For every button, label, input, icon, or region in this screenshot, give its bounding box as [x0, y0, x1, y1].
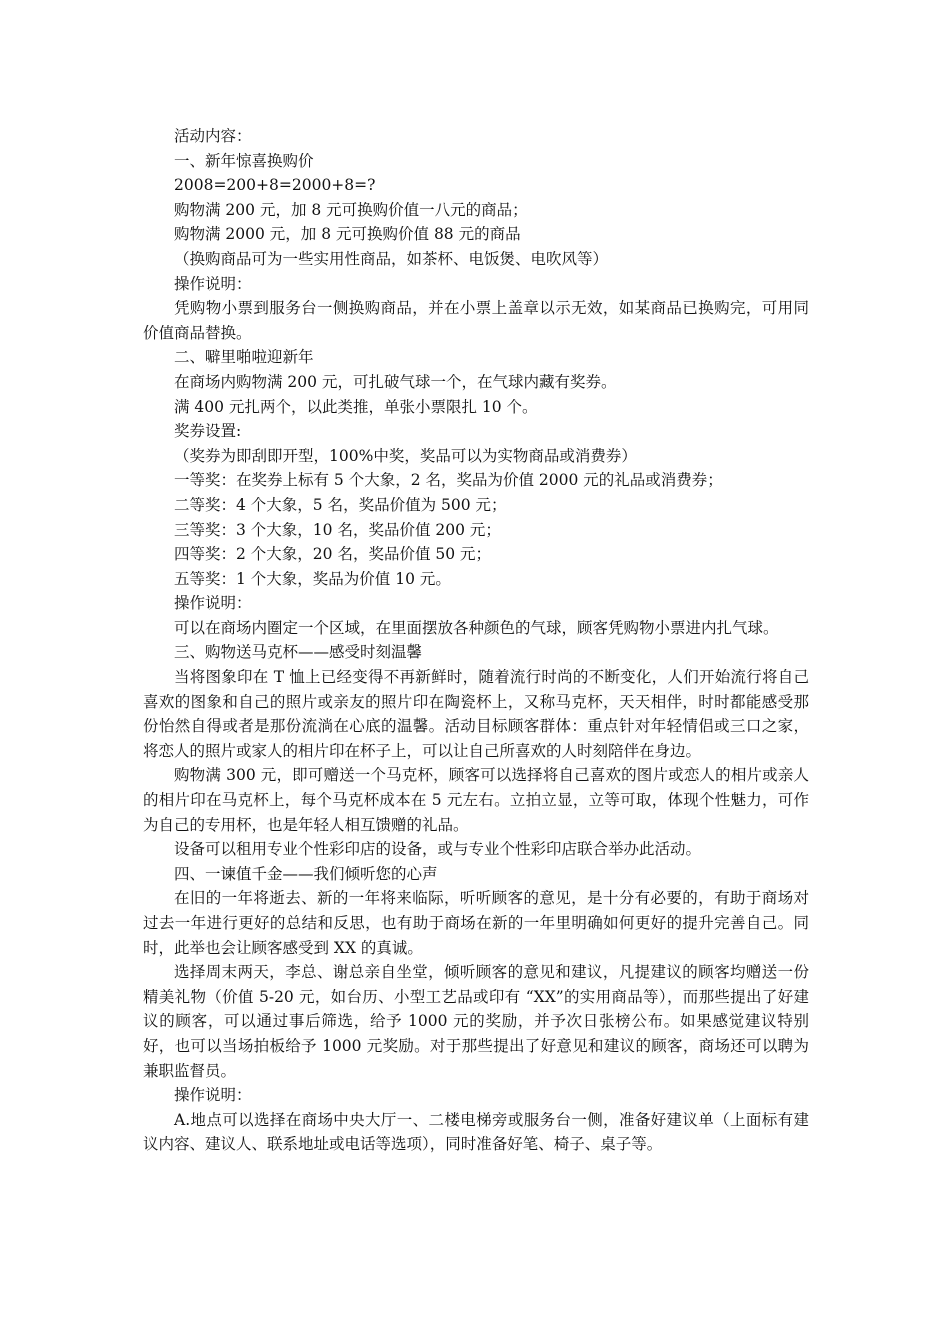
paragraph: 凭购物小票到服务台一侧换购商品，并在小票上盖章以示无效，如某商品已换购完，可用同价值商品替换。 [143, 299, 809, 342]
document-body [143, 124, 809, 1157]
paragraph: 购物满 300 元，即可赠送一个马克杯，顾客可以选择将自己喜欢的图片或恋人的相片或亲人的相片印在马克杯上，每个马克杯成本在 5 元左右。立拍立显，立等可取，体现个性魅力，可作为自己的专用杯，也是年轻人相互馈赠的礼品。 [143, 766, 809, 834]
paragraph: 操作说明： [174, 594, 252, 613]
paragraph: 购物满 2000 元，加 8 元可换购价值 88 元的商品 [174, 225, 521, 244]
paragraph: 购物满 200 元，加 8 元可换购价值一八元的商品； [174, 200, 528, 219]
section-heading: 三、购物送马克杯——感受时刻温馨 [174, 643, 423, 662]
paragraph: A.地点可以选择在商场中央大厅一、二楼电梯旁或服务台一侧，准备好建议单（上面标有建议内容、建议人、联系地址或电话等选项），同时准备好笔、椅子、桌子等。 [143, 1110, 809, 1154]
prize-line: 四等奖：2 个大象，20 名，奖品价值 50 元； [174, 545, 492, 564]
paragraph: 奖券设置: [174, 422, 242, 441]
section-heading: 一、新年惊喜换购价 [174, 151, 314, 170]
prize-line: 三等奖：3 个大象，10 名，奖品价值 200 元； [174, 520, 501, 539]
section-heading: 四、一谏值千金——我们倾听您的心声 [174, 864, 438, 883]
paragraph: （奖券为即刮即开型，100%中奖，奖品可以为实物商品或消费券） [174, 446, 637, 465]
paragraph: 操作说明： [174, 1086, 252, 1105]
paragraph: 操作说明： [174, 274, 252, 293]
paragraph: 可以在商场内圈定一个区域，在里面摆放各种颜色的气球，顾客凭购物小票进内扎气球。 [174, 618, 779, 637]
prize-line: 五等奖：1 个大象，奖品为价值 10 元。 [174, 569, 451, 588]
paragraph: 当将图象印在 T 恤上已经变得不再新鲜时，随着流行时尚的不断变化，人们开始流行将自己喜欢的图象和自己的照片或亲友的照片印在陶瓷杯上，又称马克杯，天天相伴，时时都能感受那份怡然自得或者是那份流淌在心底的温馨。活动目标顾客群体：重点针对年轻情侣或三口之家，将恋人的照片或家人的相片印在杯子上，可以让自己所喜欢的人时刻陪伴在身边。 [143, 668, 809, 760]
paragraph: 设备可以租用专业个性彩印店的设备，或与专业个性彩印店联合举办此活动。 [174, 840, 702, 859]
paragraph: 2008=200+8=2000+8=? [174, 176, 376, 195]
paragraph: 活动内容： [174, 127, 252, 145]
prize-line: 一等奖：在奖券上标有 5 个大象，2 名，奖品为价值 2000 元的礼品或消费券； [174, 471, 723, 490]
paragraph: 在商场内购物满 200 元，可扎破气球一个，在气球内藏有奖券。 [174, 372, 617, 391]
prize-line: 二等奖：4 个大象，5 名，奖品价值为 500 元； [174, 495, 507, 514]
section-heading: 二、噼里啪啦迎新年 [174, 348, 314, 367]
paragraph: 满 400 元扎两个，以此类推，单张小票限扎 10 个。 [174, 397, 538, 416]
paragraph: 在旧的一年将逝去、新的一年将来临际，听听顾客的意见，是十分有必要的，有助于商场对过去一年进行更好的总结和反思，也有助于商场在新的一年里明确如何更好的提升完善自己。同时，此举也会让顾客感受到 XX 的真诚。 [143, 889, 809, 957]
paragraph: （换购商品可为一些实用性商品，如茶杯、电饭煲、电吹风等） [174, 249, 609, 268]
paragraph: 选择周末两天，李总、谢总亲自坐堂，倾听顾客的意见和建议，凡提建议的顾客均赠送一份精美礼物（价值 5-20 元，如台历、小型工艺品或印有 “XX”的实用商品等），而那些提出了好建议的顾客，可以通过事后筛选，给予 1000 元的奖励，并予次日张榜公布。如果感觉建议特别好，也可以当场拍板给予 1000 元奖励。对于那些提出了好意见和建议的顾客，商场还可以聘为兼职监督员。 [143, 963, 809, 1080]
